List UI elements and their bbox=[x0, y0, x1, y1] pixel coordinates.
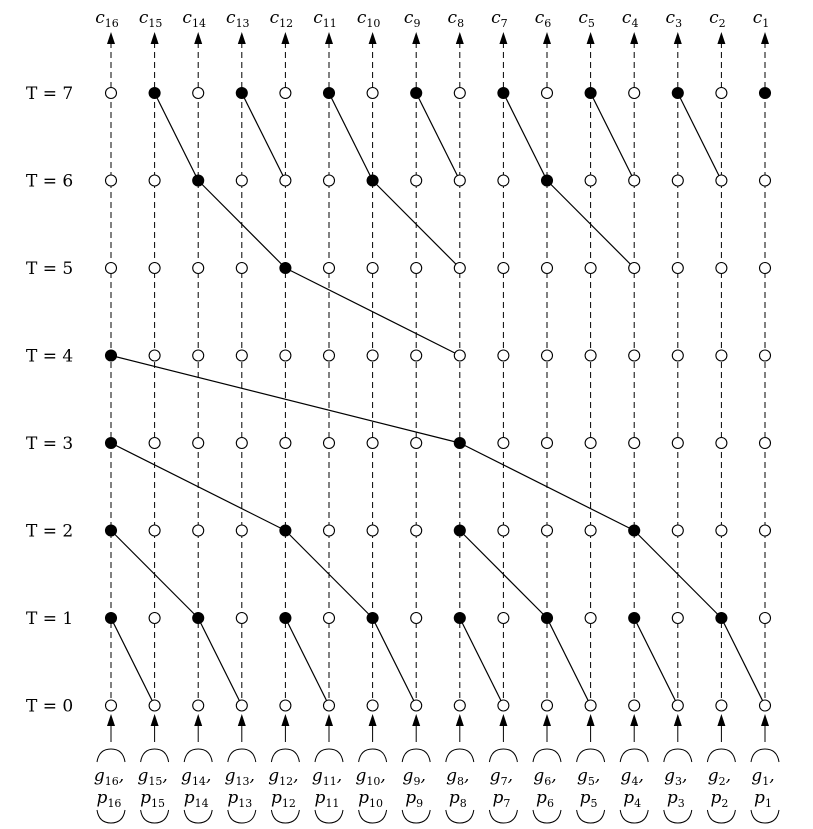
input-brace-bottom-4 bbox=[620, 810, 648, 823]
input-label-p8: $p_8$ bbox=[448, 788, 467, 810]
pass-node-16-t7 bbox=[106, 88, 117, 99]
input-arrow-1 bbox=[761, 714, 769, 726]
input-arrow-6 bbox=[543, 714, 551, 726]
edge-23 bbox=[503, 93, 547, 181]
output-arrow-4 bbox=[630, 32, 638, 44]
pass-node-4-t6 bbox=[629, 175, 640, 186]
edge-4 bbox=[460, 618, 504, 706]
pass-node-13-t2 bbox=[236, 525, 247, 536]
pass-node-12-t3 bbox=[280, 438, 291, 449]
prefix-node-14-t6 bbox=[193, 175, 204, 186]
row-label: T = 0 bbox=[26, 696, 74, 717]
pass-node-5-t6 bbox=[585, 175, 596, 186]
input-brace-bottom-2 bbox=[707, 810, 735, 823]
input-brace-top-15 bbox=[141, 749, 169, 762]
input-arrow-11 bbox=[325, 714, 333, 726]
pass-node-7-t6 bbox=[498, 175, 509, 186]
row-label: T = 6 bbox=[26, 171, 74, 192]
pass-node-12-t4 bbox=[280, 350, 291, 361]
prefix-node-8-t1 bbox=[454, 613, 465, 624]
input-brace-bottom-9 bbox=[402, 810, 430, 823]
output-label-c15: $c_{15}$ bbox=[138, 8, 163, 30]
pass-node-1-t3 bbox=[760, 438, 771, 449]
prefix-node-7-t7 bbox=[498, 88, 509, 99]
input-label-p14: $p_{14}$ bbox=[183, 788, 209, 810]
input-arrow-13 bbox=[238, 714, 246, 726]
pass-node-16-t5 bbox=[106, 263, 117, 274]
pass-node-15-t0 bbox=[149, 700, 160, 711]
input-brace-bottom-15 bbox=[141, 810, 169, 823]
output-label-c5: $c_5$ bbox=[578, 8, 595, 30]
input-label-p1: $p_1$ bbox=[754, 788, 772, 810]
input-brace-top-11 bbox=[315, 749, 343, 762]
output-label-c16: $c_{16}$ bbox=[95, 8, 119, 30]
prefix-node-13-t7 bbox=[236, 88, 247, 99]
prefix-node-14-t1 bbox=[193, 613, 204, 624]
pass-node-6-t5 bbox=[542, 263, 553, 274]
input-label-p9: $p_9$ bbox=[405, 788, 424, 810]
output-label-c13: $c_{13}$ bbox=[226, 8, 250, 30]
pass-node-2-t4 bbox=[716, 350, 727, 361]
dashed-column-lines bbox=[111, 42, 765, 711]
output-arrow-13 bbox=[238, 32, 246, 44]
output-arrow-12 bbox=[281, 32, 289, 44]
input-arrow-12 bbox=[281, 714, 289, 726]
output-label-c7: $c_7$ bbox=[491, 8, 508, 30]
pass-node-4-t3 bbox=[629, 438, 640, 449]
prefix-node-8-t3 bbox=[454, 438, 465, 449]
prefix-node-16-t4 bbox=[106, 350, 117, 361]
pass-node-11-t5 bbox=[324, 263, 335, 274]
row-label: T = 1 bbox=[26, 609, 74, 629]
pass-node-9-t5 bbox=[411, 263, 422, 274]
output-label-c8: $c_8$ bbox=[447, 8, 465, 30]
input-arrow-7 bbox=[499, 714, 507, 726]
input-label-g10: $g_{10}$, bbox=[355, 766, 386, 788]
prefix-node-6-t6 bbox=[542, 175, 553, 186]
input-brace-top-8 bbox=[446, 749, 474, 762]
input-label-g11: $g_{11}$, bbox=[311, 766, 343, 788]
pass-node-13-t4 bbox=[236, 350, 247, 361]
output-arrow-5 bbox=[587, 32, 595, 44]
pass-node-4-t5 bbox=[629, 263, 640, 274]
input-brace-bottom-6 bbox=[533, 810, 561, 823]
input-arrow-9 bbox=[412, 714, 420, 726]
pass-node-4-t4 bbox=[629, 350, 640, 361]
grid-nodes bbox=[106, 88, 771, 712]
pass-node-15-t1 bbox=[149, 613, 160, 624]
input-label-p7: $p_7$ bbox=[492, 788, 511, 810]
pass-node-9-t1 bbox=[411, 613, 422, 624]
edge-25 bbox=[678, 93, 722, 181]
pass-node-5-t0 bbox=[585, 700, 596, 711]
pass-node-2-t0 bbox=[716, 700, 727, 711]
input-label-g13: $g_{13}$, bbox=[224, 766, 255, 788]
input-brace-top-6 bbox=[533, 749, 561, 762]
input-arrow-3 bbox=[674, 714, 682, 726]
pass-node-1-t4 bbox=[760, 350, 771, 361]
input-label-p5: $p_5$ bbox=[579, 788, 598, 810]
pass-node-5-t2 bbox=[585, 525, 596, 536]
prefix-node-5-t7 bbox=[585, 88, 596, 99]
output-label-c12: $c_{12}$ bbox=[269, 8, 294, 30]
pass-node-10-t3 bbox=[367, 438, 378, 449]
pass-node-2-t3 bbox=[716, 438, 727, 449]
pass-node-11-t4 bbox=[324, 350, 335, 361]
output-arrow-7 bbox=[499, 32, 507, 44]
edge-24 bbox=[591, 93, 635, 181]
pass-node-14-t3 bbox=[193, 438, 204, 449]
pass-node-15-t3 bbox=[149, 438, 160, 449]
input-brace-top-4 bbox=[620, 749, 648, 762]
input-label-g15: $g_{15}$, bbox=[137, 766, 168, 788]
pass-node-6-t0 bbox=[542, 700, 553, 711]
pass-node-13-t6 bbox=[236, 175, 247, 186]
pass-node-7-t3 bbox=[498, 438, 509, 449]
pass-node-11-t0 bbox=[324, 700, 335, 711]
output-arrow-9 bbox=[412, 32, 420, 44]
prefix-node-16-t3 bbox=[106, 438, 117, 449]
pass-node-9-t4 bbox=[411, 350, 422, 361]
pass-node-7-t0 bbox=[498, 700, 509, 711]
edge-2 bbox=[285, 618, 329, 706]
row-label: T = 4 bbox=[26, 346, 74, 367]
output-arrow-16 bbox=[107, 32, 115, 44]
pass-node-10-t4 bbox=[367, 350, 378, 361]
pass-node-7-t2 bbox=[498, 525, 509, 536]
input-label-g5: $g_5$, bbox=[576, 766, 601, 788]
output-label-c10: $c_{10}$ bbox=[356, 8, 381, 30]
pass-node-11-t3 bbox=[324, 438, 335, 449]
input-label-p12: $p_{12}$ bbox=[270, 788, 296, 810]
pass-node-8-t7 bbox=[454, 88, 465, 99]
input-label-p6: $p_6$ bbox=[536, 788, 554, 810]
pass-node-2-t7 bbox=[716, 88, 727, 99]
edge-3 bbox=[373, 618, 417, 706]
input-label-g7: $g_7$, bbox=[489, 766, 514, 788]
pass-node-1-t6 bbox=[760, 175, 771, 186]
pass-node-13-t5 bbox=[236, 263, 247, 274]
pass-node-12-t7 bbox=[280, 88, 291, 99]
pass-node-4-t0 bbox=[629, 700, 640, 711]
pass-node-14-t2 bbox=[193, 525, 204, 536]
pass-node-9-t6 bbox=[411, 175, 422, 186]
pass-node-1-t2 bbox=[760, 525, 771, 536]
input-label-g8: $g_8$, bbox=[446, 766, 470, 788]
pass-node-6-t7 bbox=[542, 88, 553, 99]
pass-node-14-t4 bbox=[193, 350, 204, 361]
pass-node-10-t5 bbox=[367, 263, 378, 274]
pass-node-3-t0 bbox=[672, 700, 683, 711]
prefix-node-8-t2 bbox=[454, 525, 465, 536]
output-arrow-8 bbox=[456, 32, 464, 44]
input-label-p16: $p_{16}$ bbox=[96, 788, 122, 810]
input-arrow-10 bbox=[369, 714, 377, 726]
pass-node-8-t4 bbox=[454, 350, 465, 361]
prefix-node-16-t1 bbox=[106, 613, 117, 624]
edge-21 bbox=[329, 93, 373, 181]
row-label: T = 3 bbox=[26, 434, 74, 454]
input-brace-bottom-11 bbox=[315, 810, 343, 823]
input-brace-top-3 bbox=[664, 749, 692, 762]
pass-node-15-t5 bbox=[149, 263, 160, 274]
prefix-node-12-t1 bbox=[280, 613, 291, 624]
pass-node-3-t5 bbox=[672, 263, 683, 274]
pass-node-3-t4 bbox=[672, 350, 683, 361]
prefix-node-16-t2 bbox=[106, 525, 117, 536]
prefix-node-4-t1 bbox=[629, 613, 640, 624]
prefix-node-11-t7 bbox=[324, 88, 335, 99]
output-label-c9: $c_9$ bbox=[403, 8, 421, 30]
edge-0 bbox=[111, 618, 155, 706]
output-arrow-14 bbox=[194, 32, 202, 44]
input-brace-top-13 bbox=[228, 749, 256, 762]
input-brace-bottom-12 bbox=[271, 810, 299, 823]
input-brace-bottom-5 bbox=[577, 810, 605, 823]
pass-node-8-t0 bbox=[454, 700, 465, 711]
pass-node-6-t3 bbox=[542, 438, 553, 449]
input-arrow-5 bbox=[587, 714, 595, 726]
input-brace-bottom-7 bbox=[489, 810, 517, 823]
input-arrow-14 bbox=[194, 714, 202, 726]
input-brace-top-2 bbox=[707, 749, 735, 762]
output-arrow-3 bbox=[674, 32, 682, 44]
input-label-p4: $p_4$ bbox=[623, 788, 642, 810]
prefix-node-10-t1 bbox=[367, 613, 378, 624]
input-label-p13: $p_{13}$ bbox=[227, 788, 253, 810]
input-label-p15: $p_{15}$ bbox=[140, 788, 166, 810]
pass-node-7-t5 bbox=[498, 263, 509, 274]
edge-1 bbox=[198, 618, 242, 706]
pass-node-1-t1 bbox=[760, 613, 771, 624]
prefix-node-3-t7 bbox=[672, 88, 683, 99]
pass-node-5-t5 bbox=[585, 263, 596, 274]
pass-node-10-t0 bbox=[367, 700, 378, 711]
row-label: T = 7 bbox=[26, 84, 74, 104]
input-label-g9: $g_9$, bbox=[402, 766, 426, 788]
input-label-g4: $g_4$, bbox=[620, 766, 644, 788]
output-arrow-11 bbox=[325, 32, 333, 44]
output-label-c3: $c_3$ bbox=[665, 8, 683, 30]
pass-node-7-t4 bbox=[498, 350, 509, 361]
output-label-c2: $c_2$ bbox=[709, 8, 726, 30]
pass-node-7-t1 bbox=[498, 613, 509, 624]
prefix-node-4-t2 bbox=[629, 525, 640, 536]
pass-node-11-t2 bbox=[324, 525, 335, 536]
input-brace-bottom-3 bbox=[664, 810, 692, 823]
pass-node-15-t2 bbox=[149, 525, 160, 536]
output-arrow-10 bbox=[369, 32, 377, 44]
prefix-node-9-t7 bbox=[411, 88, 422, 99]
edge-22 bbox=[416, 93, 460, 181]
input-label-p11: $p_{11}$ bbox=[314, 788, 340, 810]
input-brace-bottom-14 bbox=[184, 810, 212, 823]
pass-node-14-t7 bbox=[193, 88, 204, 99]
input-brace-bottom-13 bbox=[228, 810, 256, 823]
output-arrow-2 bbox=[717, 32, 725, 44]
input-label-p2: $p_2$ bbox=[710, 788, 729, 810]
pass-node-15-t4 bbox=[149, 350, 160, 361]
input-label-g6: $g_6$, bbox=[533, 766, 557, 788]
pass-node-3-t6 bbox=[672, 175, 683, 186]
pass-node-3-t1 bbox=[672, 613, 683, 624]
input-brace-bottom-10 bbox=[359, 810, 387, 823]
input-arrow-16 bbox=[107, 714, 115, 726]
input-label-g2: $g_2$, bbox=[707, 766, 732, 788]
input-brace-bottom-8 bbox=[446, 810, 474, 823]
prefix-node-12-t5 bbox=[280, 263, 291, 274]
input-arrow-15 bbox=[151, 714, 159, 726]
pass-node-2-t6 bbox=[716, 175, 727, 186]
edge-7 bbox=[721, 618, 765, 706]
input-brace-top-10 bbox=[359, 749, 387, 762]
input-label-p3: $p_3$ bbox=[666, 788, 685, 810]
prefix-node-6-t1 bbox=[542, 613, 553, 624]
pass-node-9-t3 bbox=[411, 438, 422, 449]
edge-5 bbox=[547, 618, 591, 706]
prefix-node-1-t7 bbox=[760, 88, 771, 99]
pass-node-5-t1 bbox=[585, 613, 596, 624]
pass-node-12-t6 bbox=[280, 175, 291, 186]
pass-node-15-t6 bbox=[149, 175, 160, 186]
pass-node-4-t7 bbox=[629, 88, 640, 99]
pass-node-8-t6 bbox=[454, 175, 465, 186]
input-brace-top-9 bbox=[402, 749, 430, 762]
pass-node-9-t0 bbox=[411, 700, 422, 711]
pass-node-9-t2 bbox=[411, 525, 422, 536]
pass-node-3-t3 bbox=[672, 438, 683, 449]
output-label-c1: $c_1$ bbox=[752, 8, 770, 30]
output-arrow-1 bbox=[761, 32, 769, 44]
input-brace-top-14 bbox=[184, 749, 212, 762]
input-arrow-8 bbox=[456, 714, 464, 726]
output-label-c14: $c_{14}$ bbox=[182, 8, 206, 30]
output-label-c4: $c_4$ bbox=[621, 8, 639, 30]
prefix-node-12-t2 bbox=[280, 525, 291, 536]
pass-node-14-t0 bbox=[193, 700, 204, 711]
edge-14 bbox=[111, 356, 460, 444]
labels bbox=[26, 8, 775, 810]
prefix-node-15-t7 bbox=[149, 88, 160, 99]
pass-node-16-t6 bbox=[106, 175, 117, 186]
input-arrow-4 bbox=[630, 714, 638, 726]
input-brace-top-5 bbox=[577, 749, 605, 762]
edge-19 bbox=[155, 93, 199, 181]
pass-node-13-t3 bbox=[236, 438, 247, 449]
input-brace-top-12 bbox=[271, 749, 299, 762]
pass-node-6-t4 bbox=[542, 350, 553, 361]
edge-6 bbox=[634, 618, 678, 706]
pass-node-6-t2 bbox=[542, 525, 553, 536]
input-brace-top-1 bbox=[751, 749, 779, 762]
pass-node-2-t2 bbox=[716, 525, 727, 536]
input-label-g3: $g_3$, bbox=[664, 766, 688, 788]
carry-edges bbox=[111, 93, 765, 706]
input-brace-bottom-1 bbox=[751, 810, 779, 823]
output-label-c11: $c_{11}$ bbox=[313, 8, 337, 30]
pass-node-5-t4 bbox=[585, 350, 596, 361]
pass-node-1-t5 bbox=[760, 263, 771, 274]
prefix-node-10-t6 bbox=[367, 175, 378, 186]
pass-node-10-t2 bbox=[367, 525, 378, 536]
pass-node-8-t5 bbox=[454, 263, 465, 274]
pass-node-3-t2 bbox=[672, 525, 683, 536]
input-brace-bottom-16 bbox=[97, 810, 125, 823]
pass-node-5-t3 bbox=[585, 438, 596, 449]
pass-node-13-t0 bbox=[236, 700, 247, 711]
pass-node-11-t6 bbox=[324, 175, 335, 186]
input-brace-top-16 bbox=[97, 749, 125, 762]
input-label-g16: $g_{16}$, bbox=[93, 766, 125, 788]
pass-node-14-t5 bbox=[193, 263, 204, 274]
pass-node-13-t1 bbox=[236, 613, 247, 624]
output-label-c6: $c_6$ bbox=[534, 8, 552, 30]
pass-node-11-t1 bbox=[324, 613, 335, 624]
input-label-p10: $p_{10}$ bbox=[358, 788, 384, 810]
input-label-g14: $g_{14}$, bbox=[181, 766, 212, 788]
input-brace-top-7 bbox=[489, 749, 517, 762]
pass-node-12-t0 bbox=[280, 700, 291, 711]
edge-20 bbox=[242, 93, 286, 181]
input-arrow-2 bbox=[717, 714, 725, 726]
input-label-g1: $g_1$, bbox=[751, 766, 775, 788]
row-label: T = 2 bbox=[26, 521, 74, 542]
output-arrow-15 bbox=[151, 32, 159, 44]
input-label-g12: $g_{12}$, bbox=[268, 766, 299, 788]
pass-node-1-t0 bbox=[760, 700, 771, 711]
prefix-node-2-t1 bbox=[716, 613, 727, 624]
output-arrow-6 bbox=[543, 32, 551, 44]
pass-node-2-t5 bbox=[716, 263, 727, 274]
pass-node-10-t7 bbox=[367, 88, 378, 99]
pass-node-16-t0 bbox=[106, 700, 117, 711]
row-label: T = 5 bbox=[26, 259, 74, 279]
